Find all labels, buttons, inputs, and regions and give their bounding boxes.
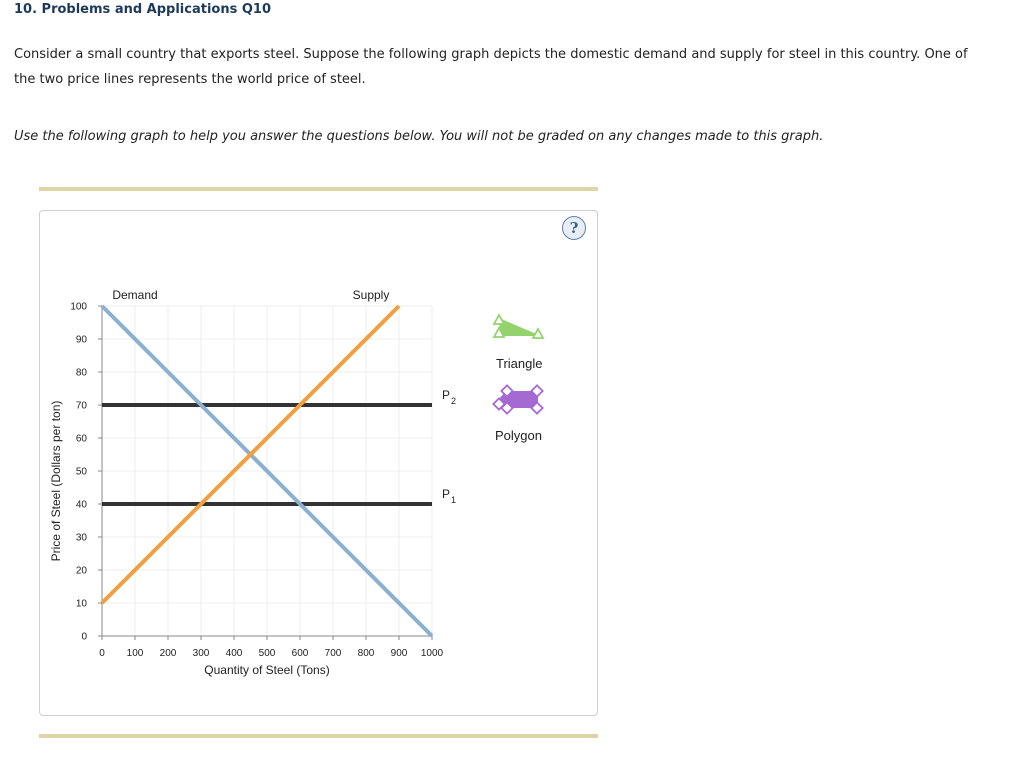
triangle-vertex-handle <box>533 329 543 338</box>
x-tick-label: 200 <box>159 648 177 659</box>
y-tick-label: 90 <box>75 334 87 346</box>
x-tick-label: 400 <box>225 648 243 659</box>
triangle-tool-label: Triangle <box>496 356 543 371</box>
x-tick-label: 100 <box>126 648 144 659</box>
axes <box>98 306 432 640</box>
x-tick-label: 600 <box>291 648 309 659</box>
polygon-tool-label: Polygon <box>495 428 542 443</box>
y-tick-label: 60 <box>75 433 87 445</box>
x-axis-title: Quantity of Steel (Tons) <box>204 663 330 677</box>
supply-label: Supply <box>352 288 390 302</box>
y-tick-label: 20 <box>75 565 87 577</box>
y-tick-label: 40 <box>75 499 87 511</box>
help-button[interactable]: ? <box>562 216 586 240</box>
price-line-label-p2: $P_2$ <box>442 388 457 406</box>
axis-labels <box>49 288 456 677</box>
x-tick-label: 700 <box>324 648 342 659</box>
demand-label: Demand <box>112 288 158 302</box>
y-tick-label: 70 <box>75 400 87 412</box>
graph-instructions: Use the following graph to help you answer the questions below. You will not be graded on any changes made to this graph. <box>14 129 824 144</box>
x-tick-label: 1000 <box>420 648 444 659</box>
bottom-divider <box>39 734 598 738</box>
x-tick-label: 300 <box>192 648 210 659</box>
x-tick-label: 500 <box>258 648 276 659</box>
price-line-subscript: 2 <box>451 396 457 406</box>
x-tick-label: 800 <box>357 648 375 659</box>
price-line-label-p1: $P_1$ <box>442 487 457 505</box>
y-tick-label: 30 <box>75 532 87 544</box>
question-title: 10. Problems and Applications Q10 <box>14 2 271 17</box>
y-tick-label: 50 <box>75 466 87 478</box>
y-tick-label: 100 <box>70 301 87 313</box>
price-line-subscript: 1 <box>451 495 457 505</box>
y-tick-label: 80 <box>75 367 87 379</box>
question-paragraph: Consider a small country that exports steel. Suppose the following graph depicts the domestic demand and supply for steel in this country. One of the two price lines represents the world price of steel. <box>14 47 968 87</box>
x-tick-label: 0 <box>99 648 105 659</box>
y-tick-label: 10 <box>75 598 87 610</box>
triangle-vertex-handle <box>494 315 504 324</box>
y-axis-title: Price of Steel (Dollars per ton) <box>49 400 63 562</box>
y-tick-label: 0 <box>81 631 87 643</box>
x-tick-label: 900 <box>390 648 408 659</box>
